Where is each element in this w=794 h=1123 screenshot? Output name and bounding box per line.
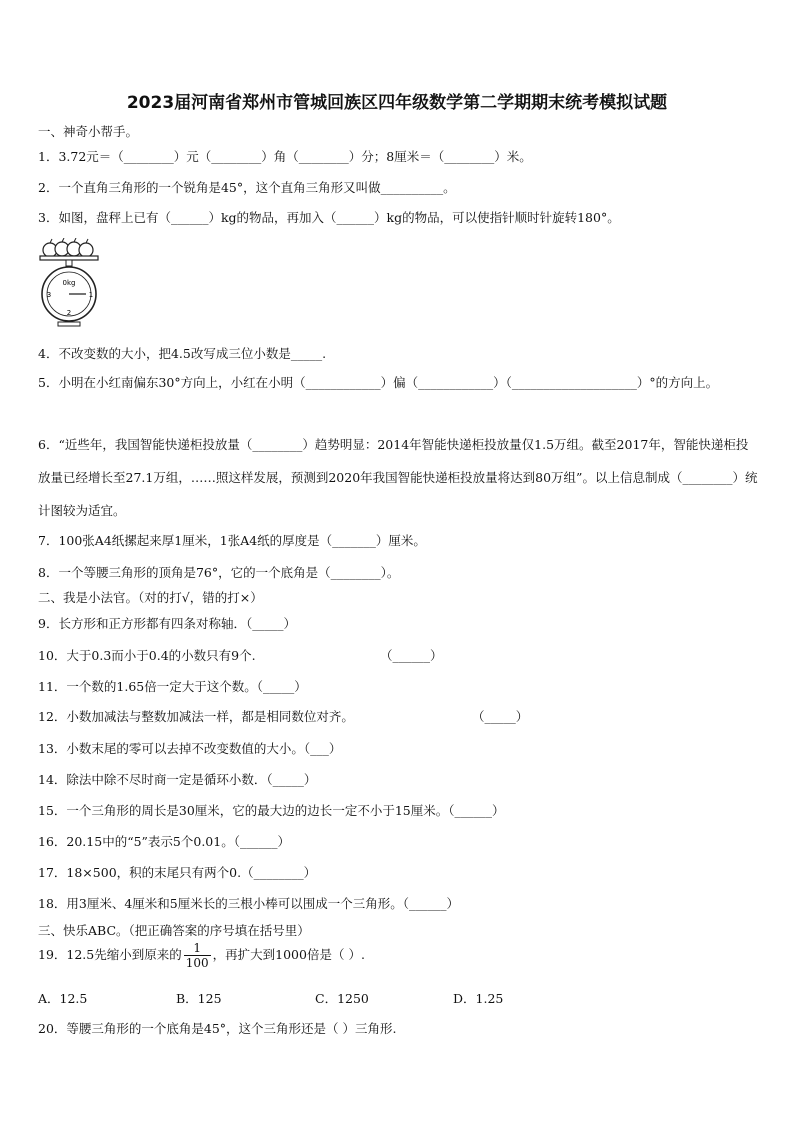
scale-mark-right: 1 xyxy=(88,291,94,299)
question-10: 10．大于0.3而小于0.4的小数只有9个. xyxy=(38,648,256,663)
scale-figure xyxy=(36,238,104,330)
question-10-answer-paren: （______） xyxy=(380,648,443,663)
section-1-heading: 一、神奇小帮手。 xyxy=(38,124,139,139)
question-19-prefix: 19．12.5先缩小到原来的 xyxy=(38,947,182,962)
fraction-denominator: 100 xyxy=(185,956,209,970)
question-8: 8．一个等腰三角形的顶角是76°，它的一个底角是（________）。 xyxy=(38,565,400,580)
question-9: 9．长方形和正方形都有四条对称轴．（_____） xyxy=(38,616,296,631)
fraction xyxy=(184,941,211,970)
question-20: 20．等腰三角形的一个底角是45°，这个三角形还是（ ）三角形. xyxy=(38,1021,397,1036)
question-17: 17．18×500，积的末尾只有两个0.（________） xyxy=(38,865,317,880)
apples xyxy=(43,238,93,257)
option-c: C．1250 xyxy=(315,991,369,1006)
question-18: 18．用3厘米、4厘米和5厘米长的三根小棒可以围成一个三角形。（______） xyxy=(38,896,460,911)
scale-unit-label: 0kg xyxy=(62,279,76,287)
question-1: 1．3.72元＝（________）元（________）角（________）分；8厘米＝（________）米。 xyxy=(38,149,532,164)
fraction-numerator: 1 xyxy=(184,941,211,956)
question-4: 4．不改变数的大小，把4.5改写成三位小数是_____. xyxy=(38,346,327,361)
question-16: 16．20.15中的“5”表示5个0.01。（______） xyxy=(38,834,290,849)
scale-pan xyxy=(40,256,98,260)
question-19-suffix: ，再扩大到1000倍是（ ）. xyxy=(212,947,365,962)
scale-mark-left: 3 xyxy=(46,291,52,299)
scale-mark-bottom: 2 xyxy=(66,309,72,317)
scale-base xyxy=(58,322,80,326)
section-2-heading: 二、我是小法官。（对的打√，错的打×） xyxy=(38,590,263,605)
question-2: 2．一个直角三角形的一个锐角是45°，这个直角三角形又叫做__________。 xyxy=(38,180,456,195)
question-12-answer-paren: （_____） xyxy=(472,709,529,724)
question-12: 12．小数加减法与整数加减法一样，都是相同数位对齐。 xyxy=(38,709,354,724)
page-title: 2023届河南省郑州市管城回族区四年级数学第二学期期末统考模拟试题 xyxy=(126,93,668,113)
question-7: 7．100张A4纸摞起来厚1厘米，1张A4纸的厚度是（_______）厘米。 xyxy=(38,533,426,548)
option-b: B．125 xyxy=(176,991,222,1006)
question-14: 14．除法中除不尽时商一定是循环小数．（_____） xyxy=(38,772,317,787)
option-a: A．12.5 xyxy=(38,991,88,1006)
question-5: 5．小明在小红南偏东30°方向上，小红在小明（____________）偏（____________）（____________________）°的方向上。 xyxy=(38,375,719,390)
question-19 xyxy=(38,941,365,970)
option-d: D．1.25 xyxy=(453,991,504,1006)
question-3: 3．如图，盘秤上已有（______）kg的物品，再加入（______）kg的物品，可以使指针顺时针旋转180°。 xyxy=(38,210,620,225)
question-13: 13．小数末尾的零可以去掉不改变数值的大小。（___） xyxy=(38,741,342,756)
section-3-heading: 三、快乐ABC。（把正确答案的序号填在括号里） xyxy=(38,923,310,938)
question-15: 15．一个三角形的周长是30厘米，它的最大边的边长一定不小于15厘米。（______） xyxy=(38,803,505,818)
question-11: 11．一个数的1.65倍一定大于这个数。（_____） xyxy=(38,679,307,694)
question-6: 6．“近些年，我国智能快递柜投放量（________）趋势明显：2014年智能快递柜投放量仅1.5万组。截至2017年，智能快递柜投放量已经增长至27.1万组，……照这样发展，预测到2020年我国智能快递柜投放量将达到80万组”。以上信息制成（________）统计图较为适宜。 xyxy=(38,437,758,518)
